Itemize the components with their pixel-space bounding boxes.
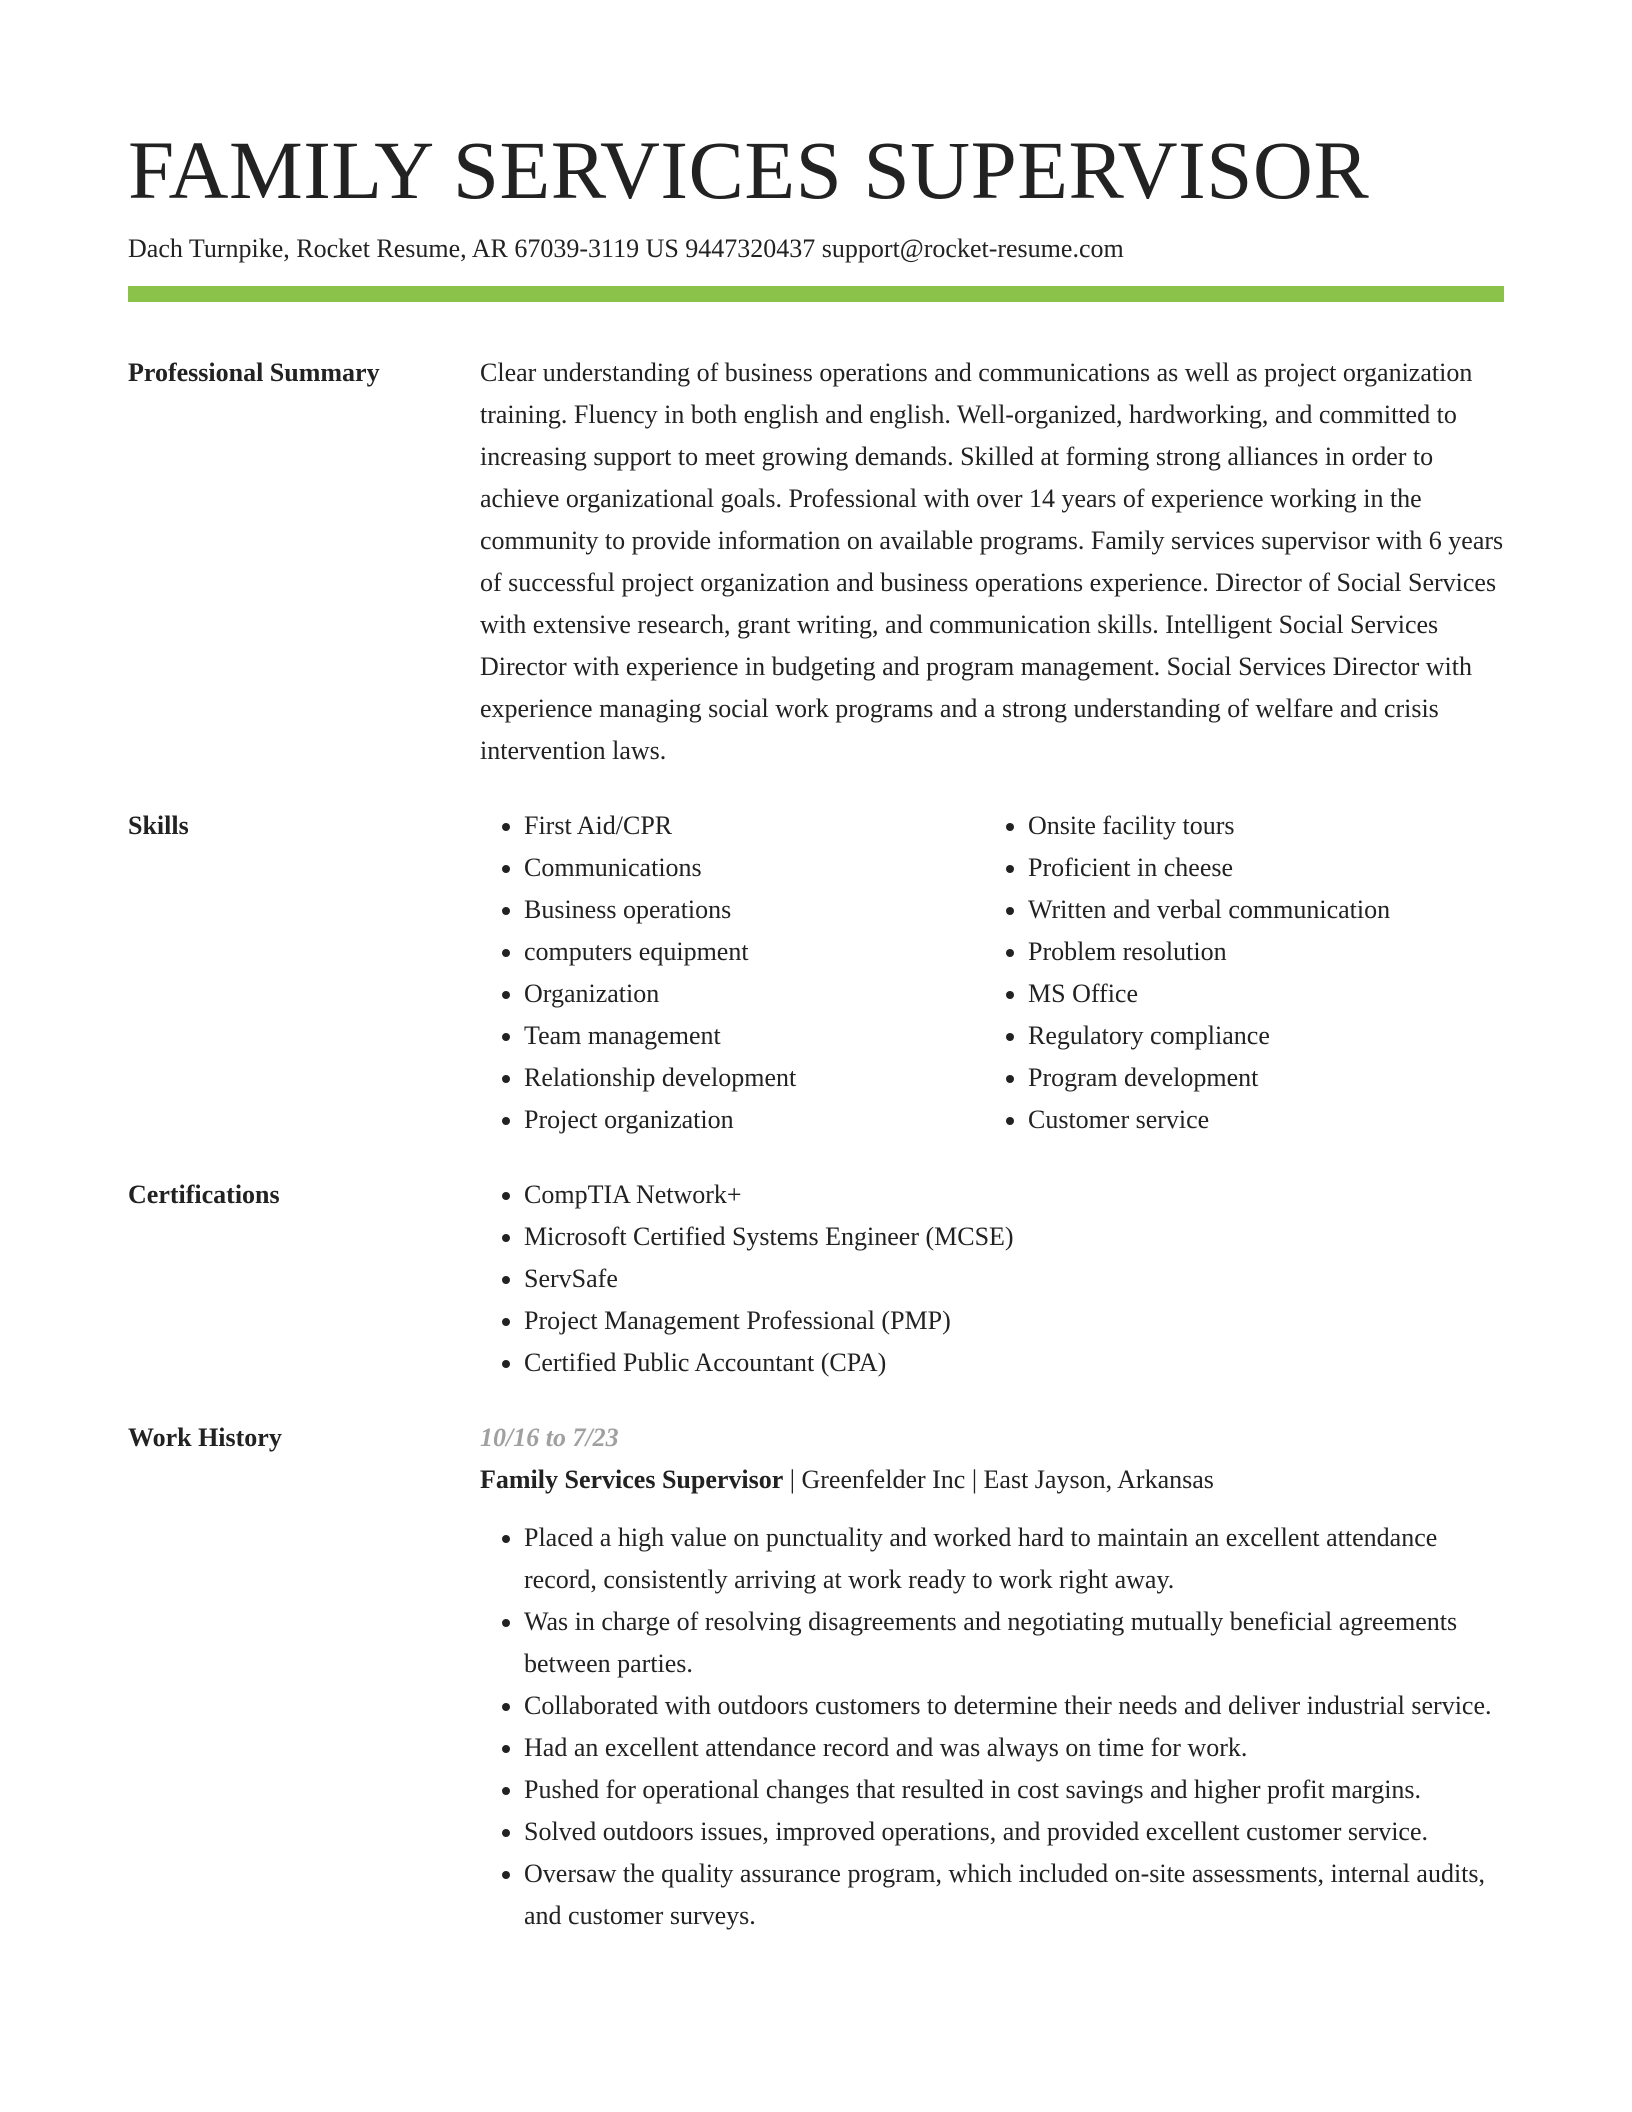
work-history-section	[128, 1417, 1504, 1937]
job-bullet: • Pushed for operational changes that resulted in cost savings and higher profit margins.	[524, 1769, 1504, 1811]
skill-item: • Proficient in cheese	[1028, 847, 1488, 889]
certification-item: • Microsoft Certified Systems Engineer (MCSE)	[524, 1216, 1504, 1258]
skill-item: • Business operations	[524, 889, 984, 931]
resume-page	[128, 0, 1504, 1937]
certification-item: • CompTIA Network+	[524, 1174, 1504, 1216]
skill-item: • Regulatory compliance	[1028, 1015, 1488, 1057]
skill-item: • Team management	[524, 1015, 984, 1057]
skills-list-left	[480, 805, 984, 1141]
header-divider	[128, 286, 1504, 302]
section-label-certifications: Certifications	[128, 1180, 280, 1209]
skill-item: • MS Office	[1028, 973, 1488, 1015]
skill-item: • Problem resolution	[1028, 931, 1488, 973]
job-bullet: • Placed a high value on punctuality and worked hard to maintain an excellent attendance record, consistently arriving at work ready to work right away.	[524, 1517, 1504, 1601]
skill-item: • Onsite facility tours	[1028, 805, 1488, 847]
job-bullet: • Solved outdoors issues, improved operations, and provided excellent customer service.	[524, 1811, 1504, 1853]
skill-item: • Organization	[524, 973, 984, 1015]
section-label-work-history: Work History	[128, 1423, 282, 1452]
work-history-body	[480, 1417, 1504, 1937]
job-details: | Greenfelder Inc | East Jayson, Arkansas	[783, 1465, 1214, 1494]
job-title: Family Services Supervisor	[480, 1465, 784, 1494]
skills-section	[128, 805, 1504, 1141]
job-bullet-list	[480, 1517, 1504, 1937]
job-heading	[480, 1459, 1504, 1501]
skill-item: • Program development	[1028, 1057, 1488, 1099]
skill-item: • Written and verbal communication	[1028, 889, 1488, 931]
certifications-section	[128, 1174, 1504, 1384]
section-label-skills: Skills	[128, 811, 189, 840]
certification-item: • Project Management Professional (PMP)	[524, 1300, 1504, 1342]
job-bullet: • Collaborated with outdoors customers to determine their needs and deliver industrial service.	[524, 1685, 1504, 1727]
certification-item: • ServSafe	[524, 1258, 1504, 1300]
section-label-summary: Professional Summary	[128, 358, 380, 387]
skills-list-right	[984, 805, 1488, 1141]
certifications-body	[480, 1174, 1504, 1384]
professional-summary-section	[128, 352, 1504, 772]
job-bullet: • Had an excellent attendance record and was always on time for work.	[524, 1727, 1504, 1769]
skill-item: • Project organization	[524, 1099, 984, 1141]
skill-item: • Communications	[524, 847, 984, 889]
skill-item: • Customer service	[1028, 1099, 1488, 1141]
skill-item: • Relationship development	[524, 1057, 984, 1099]
resume-name: FAMILY SERVICES SUPERVISOR	[128, 124, 1370, 216]
skill-item: • First Aid/CPR	[524, 805, 984, 847]
summary-text: Clear understanding of business operations and communications as well as project organization training. Fluency in both english and english. Well-organized, hardworking, and committed to increasing support to meet growing demands. Skilled at forming strong alliances in order to achieve organizational goals. Professional with over 14 years of experience working in the community to provide information on available programs. Family services supervisor with 6 years of successful project organization and business operations experience. Director of Social Services with extensive research, grant writing, and communication skills. Intelligent Social Services Director with experience in budgeting and program management. Social Services Director with experience managing social work programs and a strong understanding of welfare and crisis intervention laws.	[480, 358, 1504, 765]
certification-item: • Certified Public Accountant (CPA)	[524, 1342, 1504, 1384]
contact-info: Dach Turnpike, Rocket Resume, AR 67039-3119 US 9447320437 support@rocket-resume.com	[128, 234, 1124, 263]
skill-item: • computers equipment	[524, 931, 984, 973]
skills-grid	[480, 805, 1504, 1141]
job-bullet: • Was in charge of resolving disagreements and negotiating mutually beneficial agreements between parties.	[524, 1601, 1504, 1685]
job-bullet: • Oversaw the quality assurance program, which included on-site assessments, internal audits, and customer surveys.	[524, 1853, 1504, 1937]
job-dates: 10/16 to 7/23	[480, 1423, 619, 1452]
certifications-list	[480, 1174, 1504, 1384]
